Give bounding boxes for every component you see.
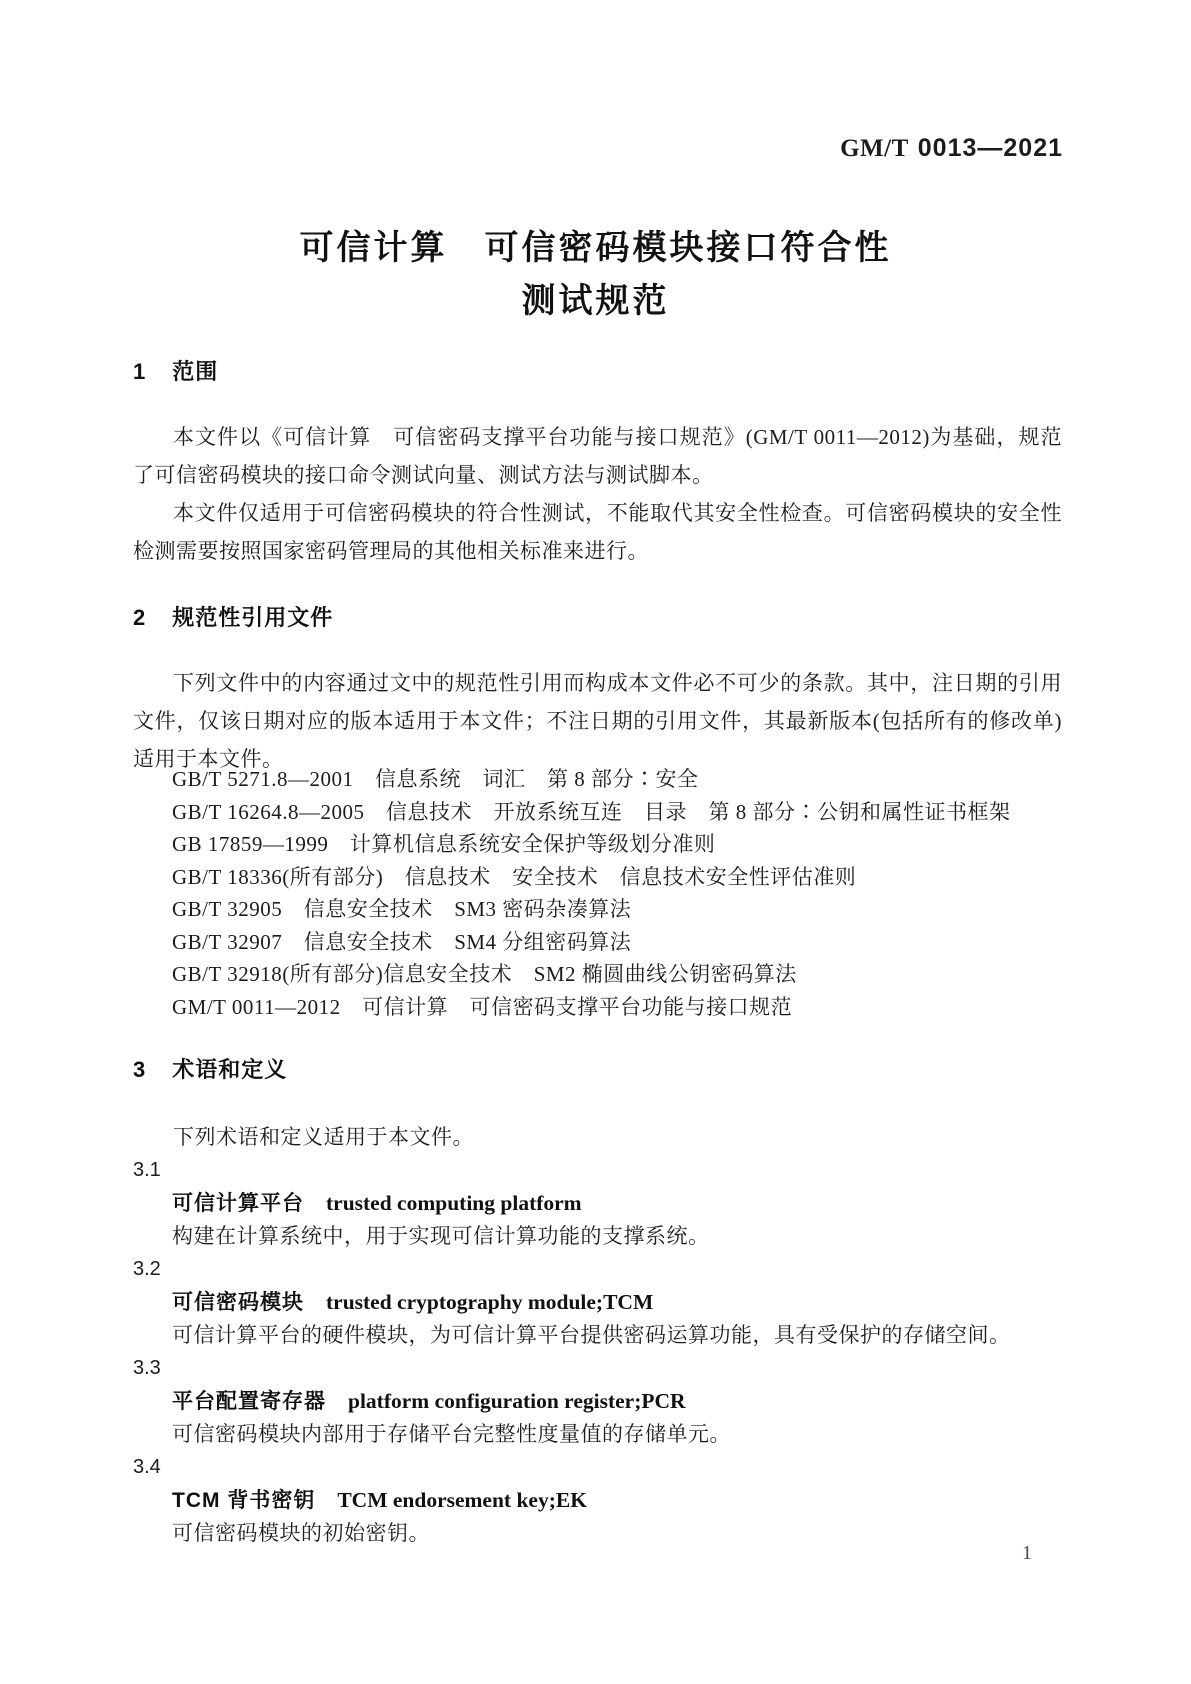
scope-body	[133, 418, 1062, 570]
term-definition: 可信计算平台的硬件模块，为可信计算平台提供密码运算功能，具有受保护的存储空间。	[172, 1323, 1011, 1347]
standard-number	[840, 134, 1063, 163]
document-title-line2: 测试规范	[521, 282, 670, 320]
term-zh: 可信密码模块	[172, 1291, 304, 1314]
section-title-scope: 范围	[172, 359, 219, 384]
references-intro: 下列文件中的内容通过文中的规范性引用而构成本文件必不可少的条款。其中，注日期的引用文件，仅该日期对应的版本适用于本文件；不注日期的引用文件，其最新版本(包括所有的修改单)适用于本文件。	[133, 671, 1062, 771]
section-number-references: 2	[133, 605, 147, 630]
references-list	[133, 763, 1062, 1023]
section-title-references: 规范性引用文件	[172, 605, 334, 630]
terms-intro: 下列术语和定义适用于本文件。	[173, 1125, 474, 1149]
reference-item: GB/T 16264.8—2005 信息技术 开放系统互连 目录 第 8 部分∶公钥和属性证书框架	[172, 799, 1011, 824]
term-id: 3.2	[133, 1258, 161, 1280]
term-en: platform configuration register;PCR	[348, 1389, 686, 1413]
term-zh: TCM 背书密钥	[172, 1489, 316, 1512]
page-number: 1	[1022, 1542, 1032, 1564]
section-title-terms: 术语和定义	[172, 1057, 288, 1082]
scope-paragraph-1: 本文件以《可信计算 可信密码支撑平台功能与接口规范》(GM/T 0011—2012)为基础，规范了可信密码模块的接口命令测试向量、测试方法与测试脚本。	[133, 425, 1062, 487]
term-definition: 可信密码模块内部用于存储平台完整性度量值的存储单元。	[172, 1422, 731, 1446]
term-entry	[133, 1286, 1062, 1319]
term-id: 3.1	[133, 1159, 161, 1181]
term-zh: 平台配置寄存器	[172, 1390, 326, 1413]
standard-digits: 0013—2021	[917, 134, 1063, 162]
reference-item: GB 17859—1999 计算机信息系统安全保护等级划分准则	[172, 832, 716, 856]
terms-body	[133, 1120, 1062, 1550]
term-en: trusted computing platform	[326, 1191, 582, 1215]
section-number-terms: 3	[133, 1057, 147, 1082]
reference-item: GB/T 18336(所有部分) 信息技术 安全技术 信息技术安全性评估准则	[172, 864, 857, 889]
section-heading-references	[133, 604, 333, 632]
term-id: 3.3	[133, 1357, 161, 1379]
document-title-line1: 可信计算 可信密码模块接口符合性	[299, 229, 892, 267]
reference-item: GB/T 32907 信息安全技术 SM4 分组密码算法	[172, 929, 632, 954]
reference-item: GM/T 0011—2012 可信计算 可信密码支撑平台功能与接口规范	[172, 994, 793, 1019]
term-id: 3.4	[133, 1456, 161, 1478]
term-entry	[133, 1187, 1062, 1220]
scope-paragraph-2: 本文件仅适用于可信密码模块的符合性测试，不能取代其安全性检查。可信密码模块的安全性检测需要按照国家密码管理局的其他相关标准来进行。	[133, 501, 1062, 563]
term-zh: 可信计算平台	[172, 1192, 304, 1215]
section-heading-scope	[133, 358, 218, 386]
term-definition: 构建在计算系统中，用于实现可信计算功能的支撑系统。	[172, 1224, 710, 1248]
term-entry	[133, 1385, 1062, 1418]
term-entry	[133, 1484, 1062, 1517]
standard-prefix: GM/T	[840, 135, 909, 162]
reference-item: GB/T 32918(所有部分)信息安全技术 SM2 椭圆曲线公钥密码算法	[172, 962, 797, 986]
term-en: trusted cryptography module;TCM	[326, 1290, 654, 1314]
reference-item: GB/T 5271.8—2001 信息系统 词汇 第 8 部分∶安全	[172, 767, 699, 791]
document-title	[0, 222, 1191, 328]
term-en: TCM endorsement key;EK	[337, 1488, 587, 1512]
reference-item: GB/T 32905 信息安全技术 SM3 密码杂凑算法	[172, 897, 632, 921]
section-number-scope: 1	[133, 359, 147, 384]
term-definition: 可信密码模块的初始密钥。	[172, 1521, 430, 1545]
references-intro-block	[133, 664, 1062, 778]
section-heading-terms	[133, 1056, 287, 1084]
